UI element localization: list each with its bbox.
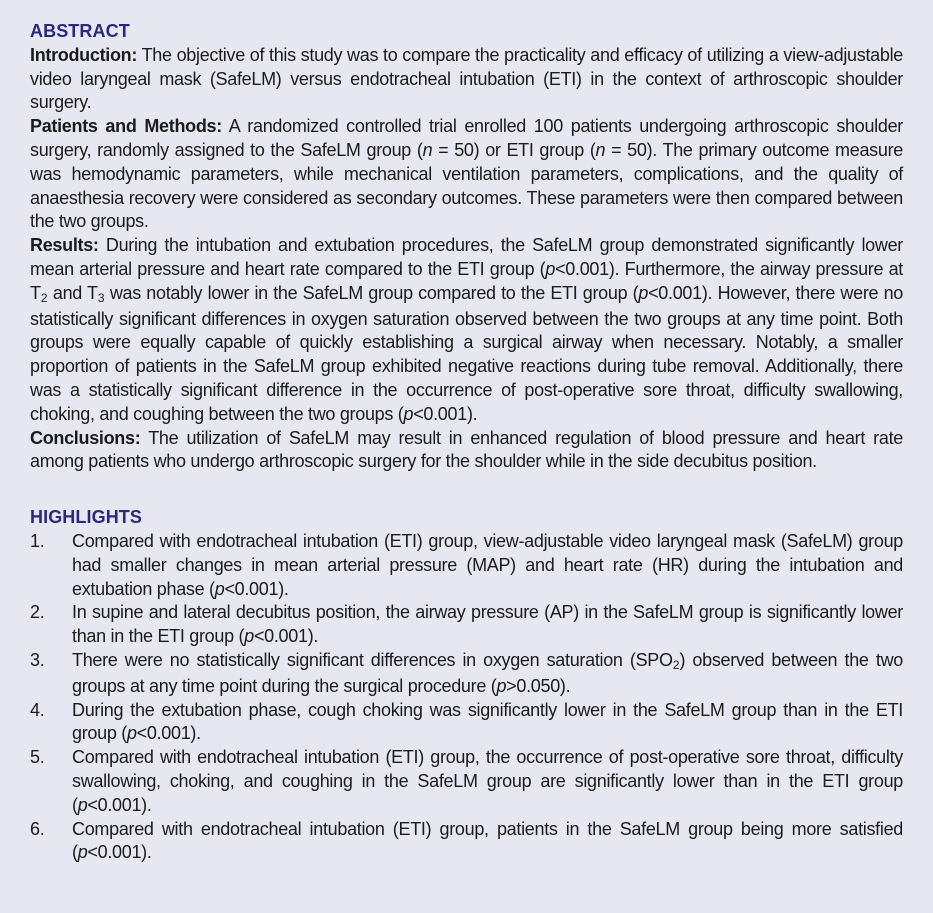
highlight-item-number: 3.	[30, 649, 45, 670]
highlight-item-number: 6.	[30, 818, 45, 839]
abstract-section	[30, 20, 903, 474]
highlight-item	[30, 699, 903, 747]
highlight-item-text: Compared with endotracheal intubation (ETI) group, the occurrence of post-operative sore throat, difficulty swallowing, choking, and coughing in the SafeLM group are significantly lower than in the ETI group (p<0.001).	[72, 747, 903, 815]
highlight-item	[30, 649, 903, 699]
paragraph-patients-and-methods: Patients and Methods: A randomized controlled trial enrolled 100 patients undergoing arthroscopic shoulder surgery, randomly assigned to the SafeLM group (n = 50) or ETI group (n = 50). The primary outcome measure was hemodynamic parameters, while mechanical ventilation parameters, complications, and the quality of anaesthesia recovery were considered as secondary outcomes. These parameters were then compared between the two groups.	[30, 116, 903, 232]
highlight-item-text: Compared with endotracheal intubation (ETI) group, view-adjustable video laryngeal mask (SafeLM) group had smaller changes in mean arterial pressure (MAP) and heart rate (HR) during the intubation and extubation phase (p<0.001).	[72, 530, 903, 599]
highlight-item-text: Compared with endotracheal intubation (ETI) group, patients in the SafeLM group being more satisfied (p<0.001).	[72, 818, 903, 863]
paragraph-introduction: Introduction: The objective of this study was to compare the practicality and efficacy of utilizing a view-adjustable video laryngeal mask (SafeLM) versus endotracheal intubation (ETI) in the context of arthroscopic shoulder surgery.	[30, 44, 903, 113]
highlight-item-text: In supine and lateral decubitus position, the airway pressure (AP) in the SafeLM group is significantly lower than in the ETI group (p<0.001).	[72, 602, 903, 647]
highlight-item-number: 1.	[30, 530, 45, 551]
paragraph-conclusions: Conclusions: The utilization of SafeLM may result in enhanced regulation of blood pressure and heart rate among patients who undergo arthroscopic surgery for the shoulder while in the side decubitus position.	[30, 427, 903, 472]
highlight-item	[30, 818, 903, 866]
highlight-item-text: There were no statistically significant differences in oxygen saturation (SPO2) observed between the two groups at any time point during the surgical procedure (p>0.050).	[72, 649, 903, 696]
highlight-item	[30, 601, 903, 649]
highlight-item-text: During the extubation phase, cough choking was significantly lower in the SafeLM group than in the ETI group (p<0.001).	[72, 699, 903, 744]
highlight-item-number: 5.	[30, 747, 45, 768]
highlights-heading: HIGHLIGHTS	[30, 507, 142, 528]
paragraph-results: Results: During the intubation and extubation procedures, the SafeLM group demonstrated significantly lower mean arterial pressure and heart rate compared to the ETI group (p<0.001). Furthermore, the airway pressure at T2 and T3 was notably lower in the SafeLM group compared to the ETI group (p<0.001). However, there were no statistically significant differences in oxygen saturation observed between the two groups at any time point. Both groups were equally capable of quickly establishing a surgical airway when necessary. Notably, a smaller proportion of patients in the SafeLM group exhibited negative reactions during tube removal. Additionally, there was a statistically significant difference in the occurrence of post-operative sore throat, difficulty swallowing, choking, and coughing between the two groups (p<0.001).	[30, 235, 903, 424]
highlights-section	[30, 506, 903, 865]
highlight-item-number: 2.	[30, 602, 45, 623]
highlight-item	[30, 746, 903, 817]
highlight-item-number: 4.	[30, 699, 45, 720]
highlight-item	[30, 530, 903, 601]
abstract-heading: ABSTRACT	[30, 21, 130, 41]
